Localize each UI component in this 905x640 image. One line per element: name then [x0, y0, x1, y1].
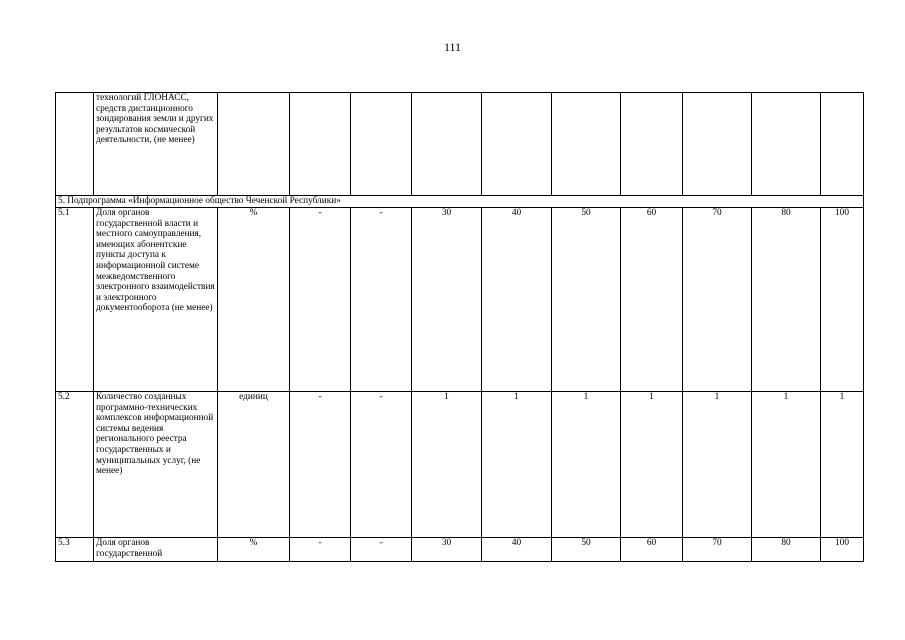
value-cell: 80: [752, 208, 821, 392]
value-cell: 60: [621, 538, 683, 562]
value-cell: -: [351, 538, 412, 562]
indicator-name: технологий ГЛОНАСС, средств дистанционного зондирования земли и других результатов космической деятельности, (не менее): [94, 93, 218, 196]
value-cell: [552, 93, 621, 196]
value-cell: 30: [412, 538, 482, 562]
value-cell: 40: [482, 538, 552, 562]
value-cell: [351, 93, 412, 196]
value-cell: [290, 93, 351, 196]
row-number: 5.3: [56, 538, 94, 562]
section-title: 5. Подпрограмма «Информационное общество Чеченской Республики»: [56, 196, 864, 208]
value-cell: 70: [683, 208, 752, 392]
unit-cell: единиц: [218, 392, 290, 538]
value-cell: 50: [552, 208, 621, 392]
row-number: [56, 93, 94, 196]
indicator-name: Количество созданных программно-технических комплексов информационной системы ведения регионального реестра государственных и муниципальных услуг, (не менее): [94, 392, 218, 538]
value-cell: [821, 93, 864, 196]
value-cell: 30: [412, 208, 482, 392]
value-cell: 1: [482, 392, 552, 538]
value-cell: 60: [621, 208, 683, 392]
value-cell: [482, 93, 552, 196]
unit-cell: %: [218, 208, 290, 392]
page-number: 111: [443, 40, 462, 54]
table-row: [56, 392, 864, 538]
indicator-name: Доля органов государственной: [94, 538, 218, 562]
indicators-table: [55, 92, 864, 562]
section-row: [56, 196, 864, 208]
value-cell: 70: [683, 538, 752, 562]
value-cell: 1: [412, 392, 482, 538]
indicator-name: Доля органов государственной власти и местного самоуправления, имеющих абонентские пункты доступа к информационной системе межведомственного электронного взаимодействия и электронного документооборота (не менее): [94, 208, 218, 392]
value-cell: -: [351, 208, 412, 392]
row-number: 5.1: [56, 208, 94, 392]
value-cell: 1: [621, 392, 683, 538]
value-cell: [752, 93, 821, 196]
value-cell: 1: [552, 392, 621, 538]
value-cell: -: [290, 392, 351, 538]
value-cell: 1: [821, 392, 864, 538]
table-row: [56, 538, 864, 562]
value-cell: 50: [552, 538, 621, 562]
value-cell: -: [351, 392, 412, 538]
value-cell: 1: [683, 392, 752, 538]
value-cell: -: [290, 538, 351, 562]
value-cell: -: [290, 208, 351, 392]
value-cell: [412, 93, 482, 196]
value-cell: [683, 93, 752, 196]
row-number: 5.2: [56, 392, 94, 538]
table-row: [56, 208, 864, 392]
value-cell: 100: [821, 538, 864, 562]
table-row-continued: [56, 93, 864, 196]
value-cell: 80: [752, 538, 821, 562]
value-cell: 100: [821, 208, 864, 392]
value-cell: 1: [752, 392, 821, 538]
value-cell: 40: [482, 208, 552, 392]
unit-cell: %: [218, 538, 290, 562]
value-cell: [621, 93, 683, 196]
unit-cell: [218, 93, 290, 196]
